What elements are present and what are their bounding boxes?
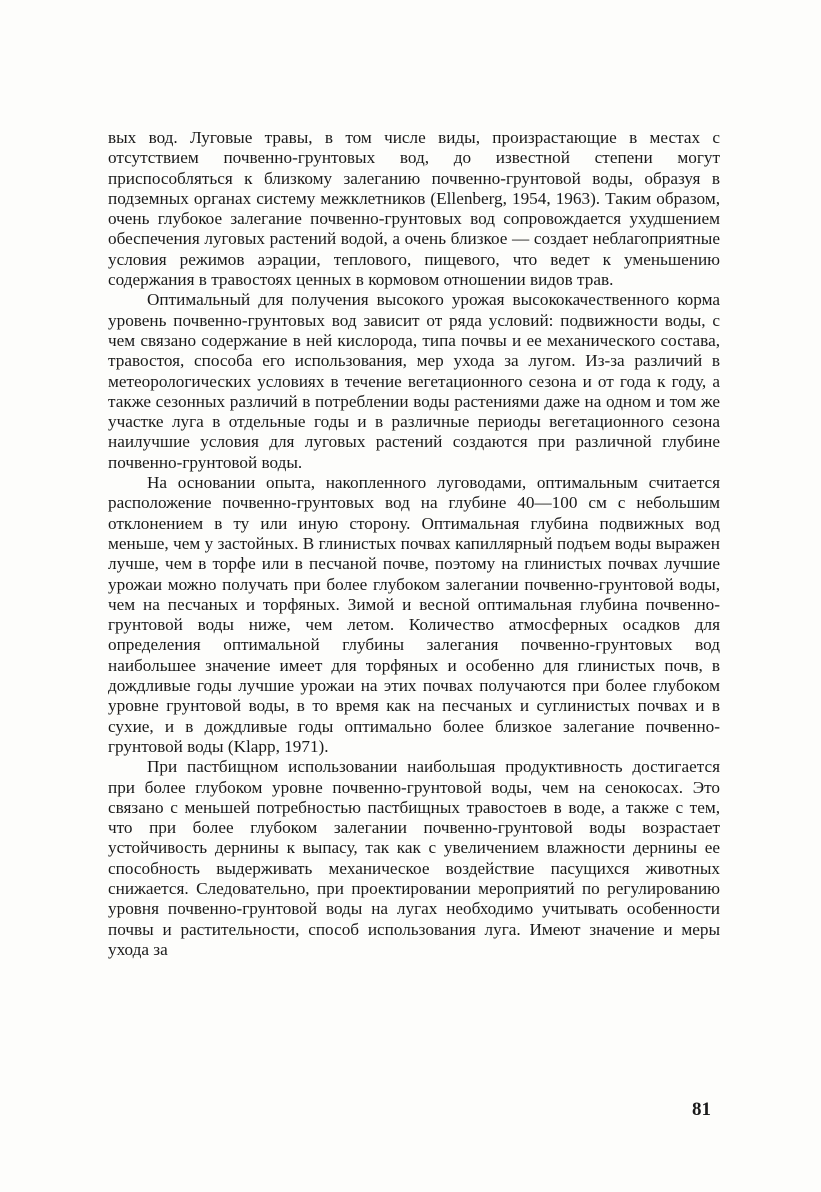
paragraph-pasture-use: При пастбищном использовании наибольшая продуктивность достигается при более глубоком уровне почвенно-грунтовой воды, чем на сенокосах. Это связано с меньшей потребностью пастбищных травостоев в воде, а также с тем, что при более глубоком залегании почвенно-грунтовой воды возрастает устойчивость дернины к выпасу, так как с увеличением влажности дернины ее способность выдерживать механическое воздействие пасущихся животных снижается. Следовательно, при проектировании мероприятий по регулированию уровня почвенно-грунтовой воды на лугах необходимо учитывать особенности почвы и растительности, способ использования луга. Имеют значение и меры ухода за <box>108 757 720 959</box>
paragraph-continued: вых вод. Луговые травы, в том числе виды, произрастающие в местах с отсутствием почвенно-грунтовых вод, до известной степени могут приспособляться к близкому залеганию почвенно-грунтовой воды, образуя в подземных органах систему межклетников (Ellenberg, 1954, 1963). Таким образом, очень глубокое залегание почвенно-грунтовых вод сопровождается ухудшением обеспечения луговых растений водой, а очень близкое — создает неблагоприятные условия режимов аэрации, теплового, пищевого, что ведет к уменьшению содержания в травостоях ценных в кормовом отношении видов трав. <box>108 128 720 290</box>
paragraph-optimal-depth: На основании опыта, накопленного луговодами, оптимальным считается расположение почвенно-грунтовых вод на глубине 40—100 см с небольшим отклонением в ту или иную сторону. Оптимальная глубина подвижных вод меньше, чем у застойных. В глинистых почвах капиллярный подъем воды выражен лучше, чем в торфе или в песчаной почве, поэтому на глинистых почвах лучшие урожаи можно получать при более глубоком залегании почвенно-грунтовой воды, чем на песчаных и торфяных. Зимой и весной оптимальная глубина почвенно-грунтовой воды ниже, чем летом. Количество атмосферных осадков для определения оптимальной глубины залегания почвенно-грунтовых вод наибольшее значение имеет для торфяных и особенно для глинистых почв, в дождливые годы лучшие урожаи на этих почвах получаются при более глубоком уровне грунтовой воды, в то время как на песчаных и суглинистых почвах и в сухие, и в дождливые годы оптимально более близкое залегание почвенно-грунтовой воды (Klapp, 1971). <box>108 473 720 756</box>
body-text <box>108 128 720 960</box>
page-number: 81 <box>692 1099 711 1120</box>
paragraph-optimal-level: Оптимальный для получения высокого урожая высококачественного корма уровень почвенно-грунтовых вод зависит от ряда условий: подвижности воды, с чем связано содержание в ней кислорода, типа почвы и ее механического состава, травостоя, способа его использования, мер ухода за лугом. Из-за различий в метеорологических условиях в течение вегетационного сезона и от года к году, а также сезонных различий в потреблении воды растениями даже на одном и том же участке луга в отдельные годы и в различные периоды вегетационного сезона наилучшие условия для луговых растений создаются при различной глубине почвенно-грунтовой воды. <box>108 290 720 472</box>
